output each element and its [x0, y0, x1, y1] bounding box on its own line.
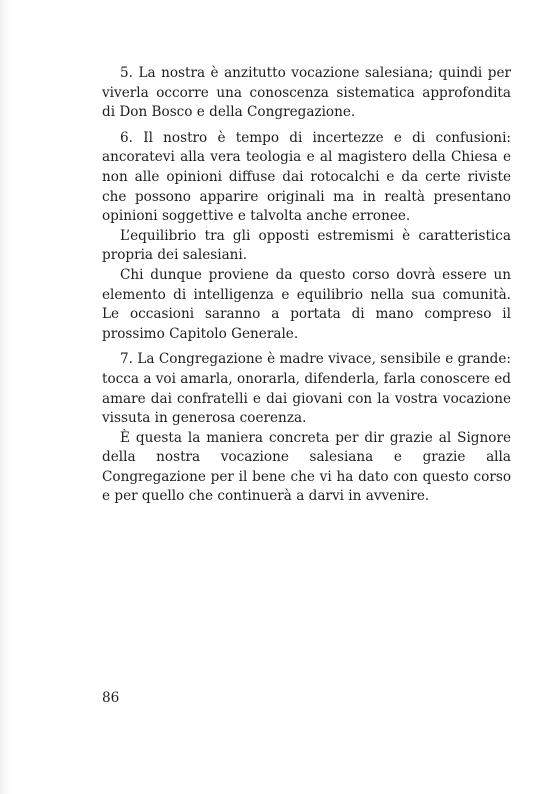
paragraph-point-7: 7. La Congregazione è madre vivace, sensibile e grande: tocca a voi amarla, onorarla, difenderla, farla conoscere ed amare dai confratelli e dai giovani con la vostra vocazione vissuta in generosa coerenza. — [102, 351, 511, 427]
paragraph-point-6: 6. Il nostro è tempo di incertezze e di confusioni: ancoratevi alla vera teologia e al magistero della Chiesa e non alle opinioni diffuse dai rotocalchi e da certe riviste che possono apparire originali ma in realtà presentano opinioni soggettive e talvolta anche erronee. — [102, 129, 511, 225]
paragraph-course-outcome: Chi dunque proviene da questo corso dovrà essere un elemento di intelligenza e equilibrio nella sua comunità. Le occasioni saranno a portata di mano compreso il prossimo Capitolo Generale. — [102, 266, 511, 342]
body-text — [102, 64, 511, 507]
paragraph-gratitude: È questa la maniera concreta per dir grazie al Signore della nostra vocazione salesiana e grazie alla Congregazione per il bene che vi ha dato con questo corso e per quello che continuerà a darvi in avvenire. — [102, 429, 511, 505]
paragraph-equilibrium: L’equilibrio tra gli opposti estremismi è caratteristica propria dei salesiani. — [102, 227, 511, 264]
paragraph-point-5: 5. La nostra è anzitutto vocazione salesiana; quindi per viverla occorre una conoscenza sistematica approfondita di Don Bosco e della Congregazione. — [102, 65, 511, 121]
page-number: 86 — [102, 690, 120, 706]
page-edge-shadow — [0, 0, 10, 794]
